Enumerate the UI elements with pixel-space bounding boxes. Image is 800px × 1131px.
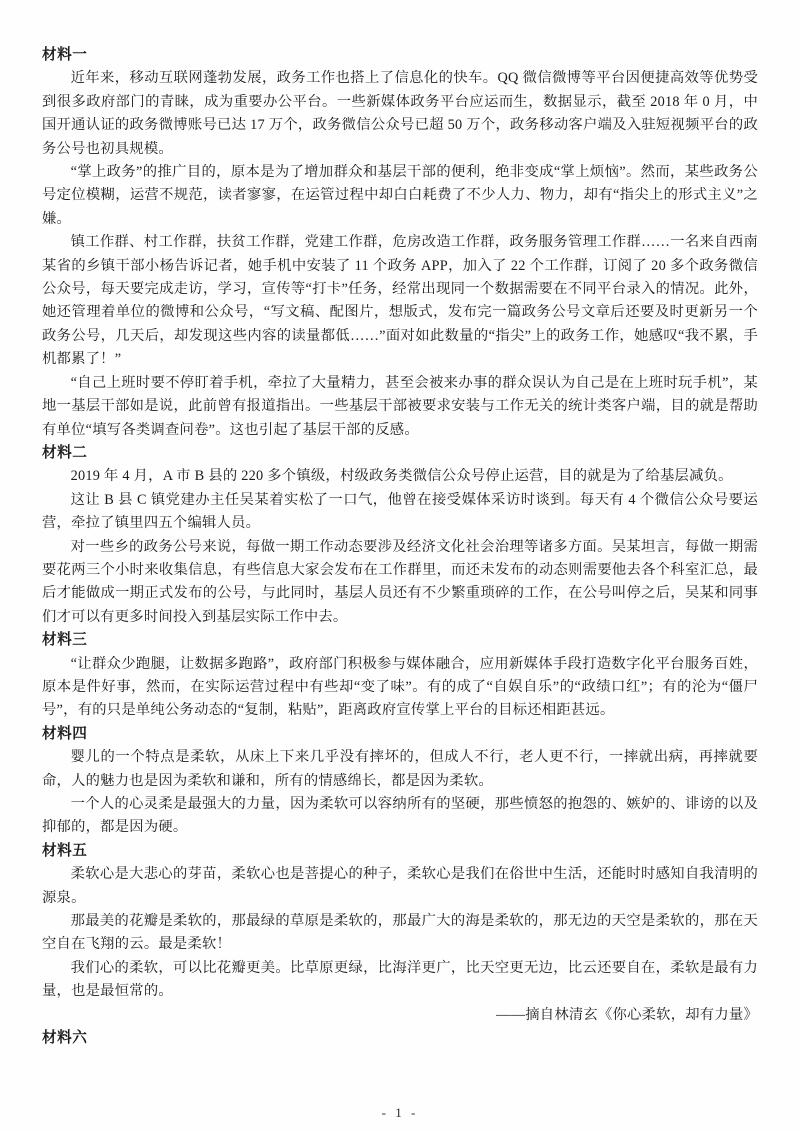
section-4-paragraph-2: 一个人的心灵柔是最强大的力量，因为柔软可以容纳所有的坚硬，那些愤怒的抱怨的、嫉妒的、诽谤的以及抑郁的，都是因为硬。 — [42, 796, 758, 836]
section-2-heading: 材料二 — [42, 444, 88, 461]
section-1-paragraph-1: 近年来，移动互联网蓬勃发展，政务工作也搭上了信息化的快车。QQ 微信微博等平台因便捷高效等优势受到很多政府部门的青睐，成为重要办公平台。一些新媒体政务平台应运而生，数据显示，截至 2018 年 0 月，中国开通认证的政务微博账号已达 17 万个，政务微信公众号已超 50 万个，政务移动客户端及入驻短视频平台的政务公号也初具规模。 — [42, 70, 758, 157]
section-1-paragraph-2: “掌上政务”的推广目的，原本是为了增加群众和基层干部的便利，绝非变成“掌上烦恼”。然而，某些政务公号定位模糊，运营不规范，读者寥寥，在运管过程中却白白耗费了不少人力、物力，却有“指尖上的形式主义”之嫌。 — [42, 164, 758, 227]
section-1-heading: 材料一 — [42, 47, 88, 63]
page-number: - 1 - — [381, 1105, 419, 1120]
document-content — [42, 44, 758, 1050]
section-5-paragraph-2: 那最美的花瓣是柔软的，那最绿的草原是柔软的，那最广大的海是柔软的，那无边的天空是柔软的，那在天空自在飞翔的云。最是柔软！ — [42, 913, 758, 953]
section-5-paragraph-3: 我们心的柔软，可以比花瓣更美。比草原更绿，比海洋更广，比天空更无边，比云还要自在，柔软是最有力量，也是最恒常的。 — [42, 959, 758, 1000]
section-5-heading: 材料五 — [42, 842, 88, 859]
section-3-heading: 材料三 — [42, 632, 88, 649]
section-4-paragraph-1: 婴儿的一个特点是柔软，从床上下来几乎没有摔坏的，但成人不行，老人更不行，一摔就出病，再摔就要命，人的魅力也是因为柔软和谦和，所有的情感绵长，都是因为柔软。 — [42, 749, 758, 789]
section-2-paragraph-3: 对一些乡的政务公号来说，每做一期工作动态要涉及经济文化社会治理等诸多方面。吴某坦言，每做一期需要花两三个小时来收集信息，有些信息大家会发布在工作群里，而还未发布的动态则需要他去各个科室汇总，最后才能做成一期正式发布的公号，与此同时，基层人员还有不少繁重琐碎的工作，在公号叫停之后，吴某和同事们才可以有更多时间投入到基层实际工作中去。 — [42, 538, 758, 625]
section-4-heading: 材料四 — [42, 725, 88, 742]
section-1-paragraph-4: “自己上班时要不停盯着手机，牵拉了大量精力，甚至会被来办事的群众误认为自己是在上班时玩手机”，某地一基层干部如是说，此前曾有报道指出。一些基层干部被要求安装与工作无关的统计类客户端，目的就是帮助有单位“填写各类调查问卷”。这也引起了基层干部的反感。 — [42, 374, 758, 438]
section-3-paragraph-1: “让群众少跑腿，让数据多跑路”，政府部门积极参与媒体融合，应用新媒体手段打造数字化平台服务百姓，原本是件好事，然而，在实际运营过程中有些却“变了味”。有的成了“自娱自乐”的“政绩口红”；有的沦为“僵尸号”，有的只是单纯公务动态的“复制，粘贴”，距离政府宣传掌上平台的目标还相距甚远。 — [42, 655, 758, 719]
section-2-paragraph-1: 2019 年 4 月，A 市 B 县的 220 多个镇级，村级政务类微信公众号停止运营，目的就是为了给基层减负。 — [70, 468, 733, 485]
quote-attribution: ——摘自林清玄《你心柔软，却有力量》 — [496, 1006, 758, 1023]
section-1-paragraph-3: 镇工作群、村工作群，扶贫工作群，党建工作群，危房改造工作群，政务服务管理工作群……一名来自西南某省的乡镇干部小杨告诉记者，她手机中安装了 11 个政务 APP，加入了 22 个工作群，订阅了 20 多个政务微信公众号，每天要完成走访，学习，宣传等“打卡”任务，经常出现同一个数据需要在不同平台录入的情况。此外，她还管理着单位的微博和公众号，“写文稿、配图片，想版式，发布完一篇政务公号文章后还要及时更新另一个政务公号，几天后，却发现这些内容的读量都低……”面对如此数量的“指尖”上的政务工作，她感叹“我不累，手机都累了！” — [42, 234, 758, 368]
section-2-paragraph-2: 这让 B 县 C 镇党建办主任吴某着实松了一口气，他曾在接受媒体采访时谈到。每天有 4 个微信公众号要运营，牵拉了镇里四五个编辑人员。 — [42, 491, 758, 532]
section-6-heading: 材料六 — [42, 1030, 88, 1047]
section-5-paragraph-1: 柔软心是大悲心的芽苗，柔软心也是菩提心的种子，柔软心是我们在俗世中生活，还能时时感知自我清明的源泉。 — [42, 866, 758, 906]
